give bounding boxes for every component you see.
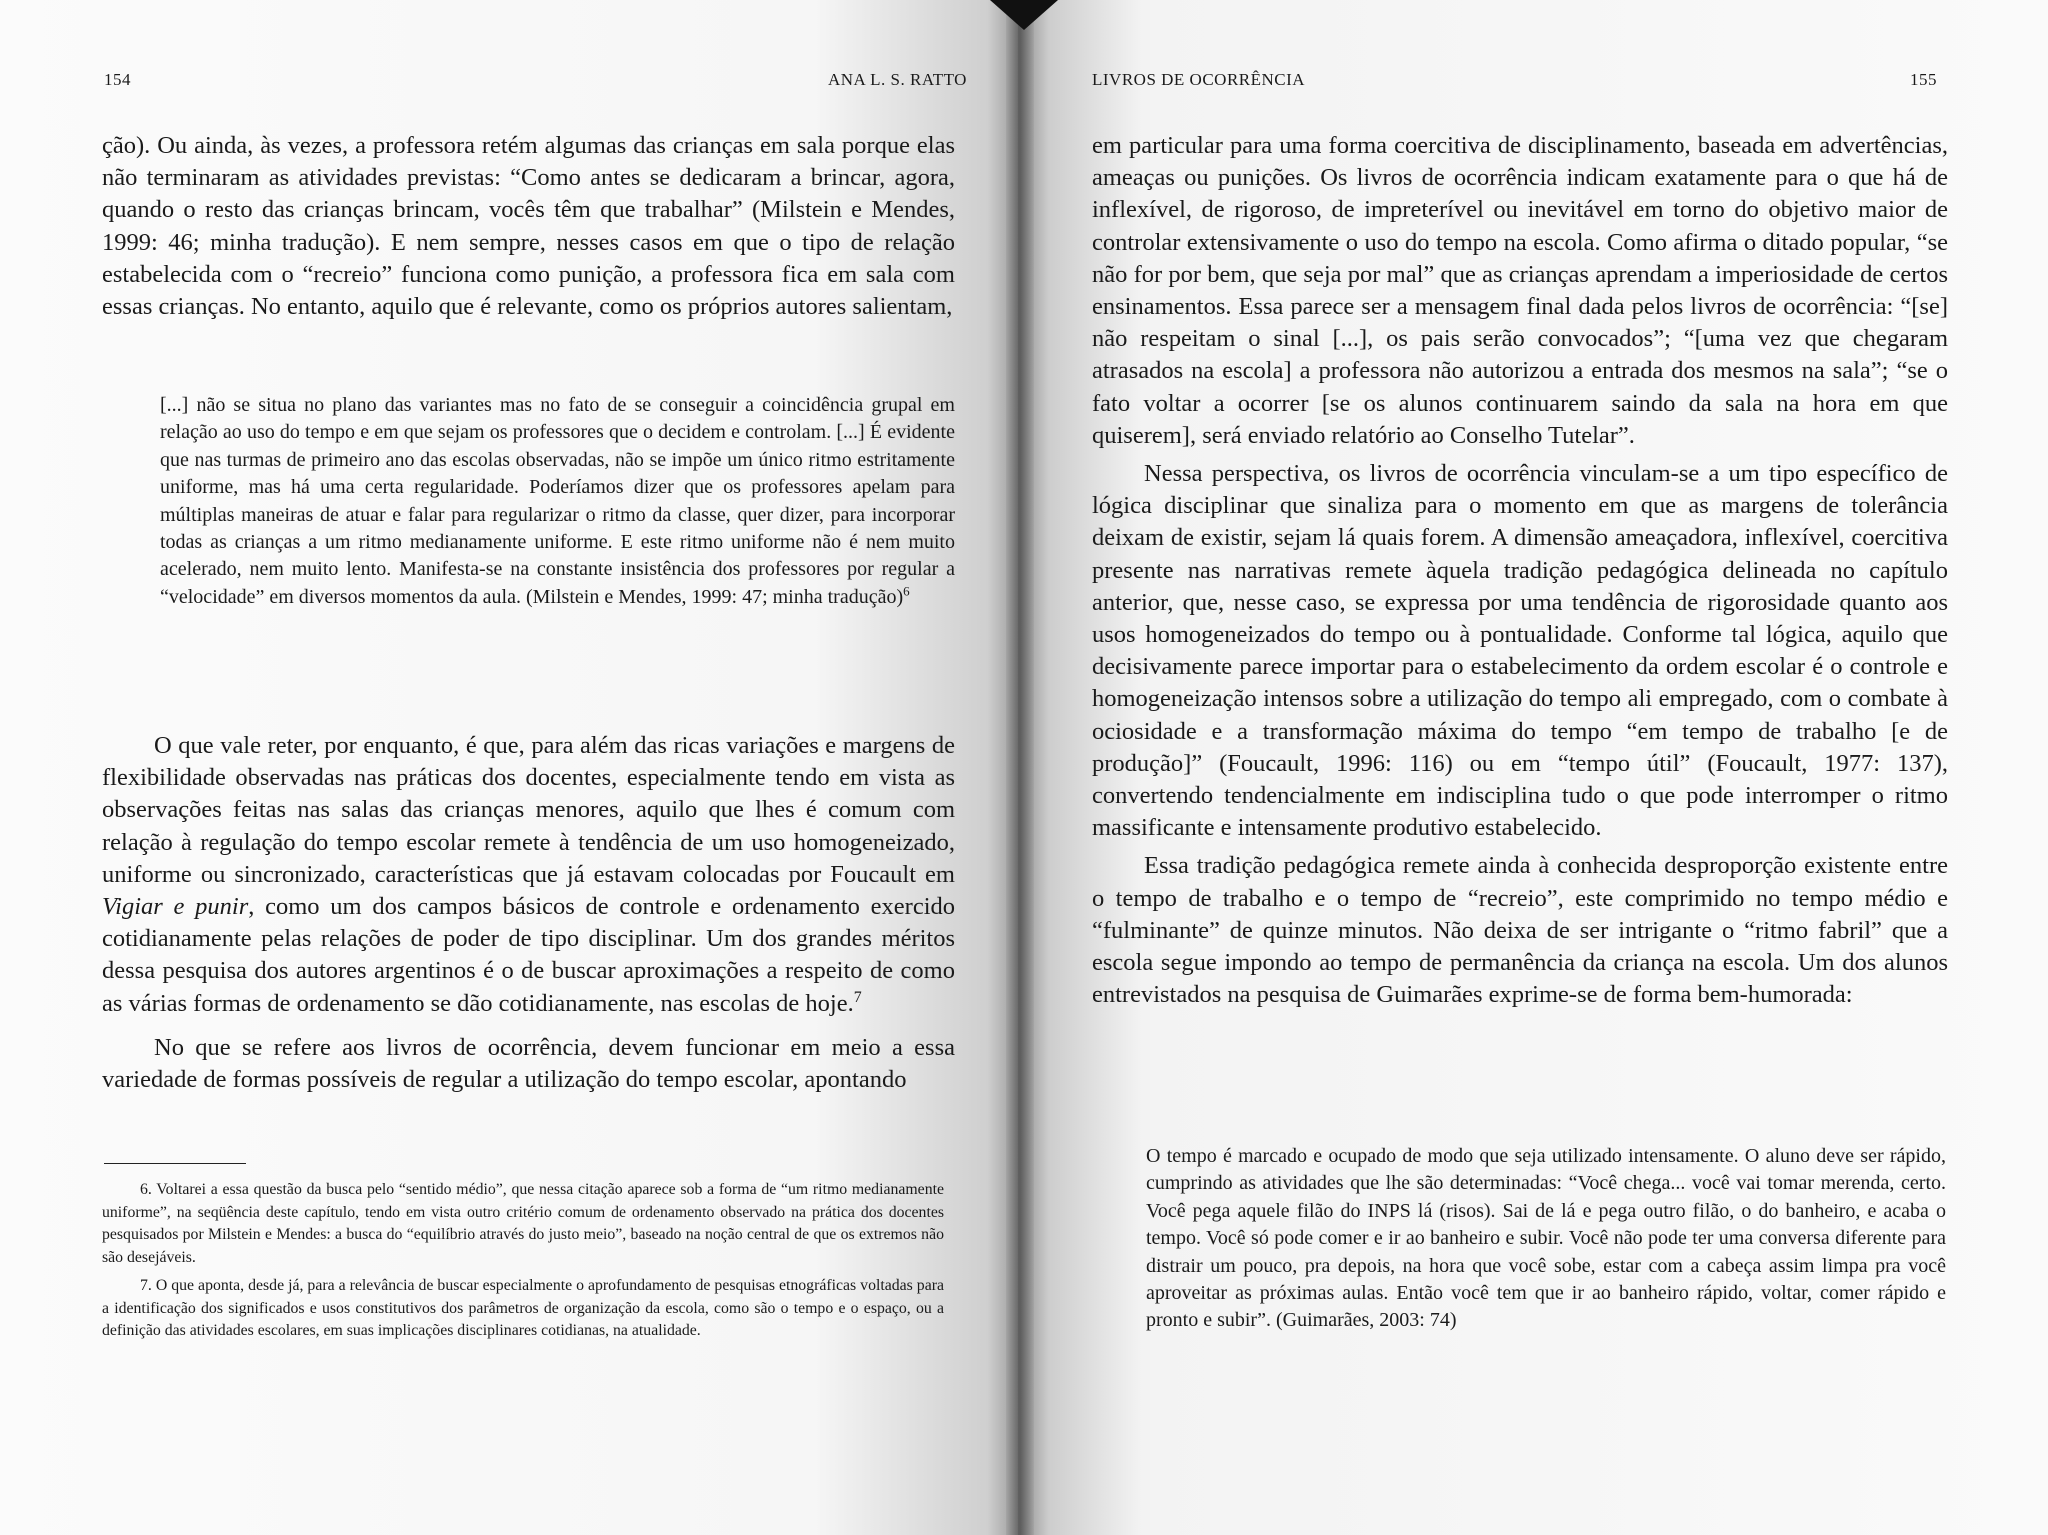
book-gutter bbox=[1006, 0, 1034, 1535]
right-page-number: 155 bbox=[1910, 70, 1937, 89]
paragraph-text: , como um dos campos básicos de controle e ordenamento exercido cotidianamente pelas relações de poder de tipo disciplinar. Um dos grandes méritos dessa pesquisa dos autores argentinos é o de buscar aproximações a respeito de como as várias formas de ordenamento se dão cotidianamente, nas escolas de hoje. bbox=[102, 893, 955, 1017]
footnote-6: 6. Voltarei a essa questão da busca pelo “sentido médio”, que nessa citação aparece sob a forma de “um ritmo medianamente uniforme”, na seqüência deste capítulo, tendo em vista outro critério comum de ordenamento observado na prática dos docentes pesquisados por Milstein e Mendes: a busca do “equilíbrio através do justo meio”, baseado na noção central de que os extremos não são desejáveis. bbox=[102, 1181, 944, 1266]
left-body-bottom bbox=[102, 730, 955, 1096]
paragraph-text: O que vale reter, por enquanto, é que, para além das ricas variações e margens de flexibilidade observadas nas práticas dos docentes, especialmente tendo em vista as observações feitas nas salas das crianças menores, aquilo que lhes é comum com relação à regulação do tempo escolar remete à tendência de um uso homogeneizado, uniforme ou sincronizado, características que já estavam colocadas por Foucault em bbox=[102, 732, 955, 888]
paragraph: Essa tradição pedagógica remete ainda à conhecida desproporção existente entre o tempo de trabalho e o tempo de “recreio”, este comprimido no tempo médio e “fulminante” de quinze minutos. Não deixa de ser intrigante o “ritmo fabril” que a escola segue impondo ao tempo de permanência da criança na escola. Um dos alunos entrevistados na pesquisa de Guimarães exprime-se de forma bem-humorada: bbox=[1092, 852, 1948, 1009]
book-title: Vigiar e punir bbox=[102, 893, 249, 921]
block-quote-body: [...] não se situa no plano das variantes mas no fato de se conseguir a coincidência grupal em relação ao uso do tempo e em que sejam os professores que o decidem e controlam. [...] É evidente que nas turmas de primeiro ano das escolas observadas, não se impõe um único ritmo estritamente uniforme, mas há uma certa regularidade. Poderíamos dizer que os professores apelam para múltiplas maneiras de atuar e falar para regularizar o ritmo da classe, quer dizer, para incorporar todas as crianças a um ritmo medianamente uniforme. E este ritmo uniforme não é nem muito acelerado, nem muito lento. Manifesta-se na constante insistência dos professores por regular a “velocidade” em diversos momentos da aula. (Milstein e Mendes, 1999: 47; minha tradução) bbox=[160, 394, 955, 608]
binding-notch bbox=[990, 0, 1058, 30]
left-block-quote bbox=[160, 392, 955, 611]
block-quote-text: O tempo é marcado e ocupado de modo que seja utilizado intensamente. O aluno deve ser rápido, cumprindo as atividades que lhe são determinadas: “Você chega... você vai tomar merenda, certo. Você pega aquele filão do INPS lá (risos). Sai de lá e pega outro filão, o do banheiro, e acaba o tempo. Você só pode comer e ir ao banheiro e subir. Você não pode ter uma conversa diferente para distrair um pouco, pra depois, na hora que você sobe, estar com a cabeça assim limpa pra você aproveitar as próximas aulas. Então você tem que ir ao banheiro rápido, voltar, comer rápido e pronto e subir”. (Guimarães, 2003: 74) bbox=[1146, 1145, 1946, 1332]
right-running-head: LIVROS DE OCORRÊNCIA bbox=[1092, 70, 1306, 89]
footnote-rule bbox=[104, 1163, 246, 1164]
right-block-quote bbox=[1146, 1143, 1946, 1335]
left-page bbox=[0, 0, 1018, 1535]
left-page-number: 154 bbox=[104, 70, 131, 89]
paragraph: ção). Ou ainda, às vezes, a professora retém algumas das crianças em sala porque elas não terminaram as atividades previstas: “Como antes se dedicaram a brincar, agora, quando o resto das crianças brincam, vocês têm que trabalhar” (Milstein e Mendes, 1999: 46; minha tradução). E nem sempre, nesses casos em que o tipo de relação estabelecida com o “recreio” funciona como punição, a professora fica em sala com essas crianças. No entanto, aquilo que é relevante, como os próprios autores salientam, bbox=[102, 132, 955, 321]
paragraph bbox=[102, 730, 955, 1020]
paragraph: No que se refere aos livros de ocorrência, devem funcionar em meio a essa variedade de formas possíveis de regular a utilização do tempo escolar, apontando bbox=[102, 1033, 955, 1094]
left-body-top bbox=[102, 130, 955, 323]
footnotes bbox=[102, 1179, 944, 1349]
footnote-marker: 7 bbox=[853, 988, 862, 1006]
paragraph: Nessa perspectiva, os livros de ocorrência vinculam-se a um tipo específico de lógica disciplinar que sinaliza para o momento em que as margens de tolerância deixam de existir, sejam lá quais forem. A dimensão ameaçadora, inflexível, coercitiva presente nas narrativas remete àquela tradição pedagógica delineada no capítulo anterior, que, nesse caso, se expressa por uma tendência de rigorosidade quanto aos usos homogeneizados do tempo ou à pontualidade. Conforme tal lógica, aquilo que decisivamente parece importar para o estabelecimento da ordem escolar é o controle e homogeneização intensos sobre a utilização do tempo ali empregado, com o combate à ociosidade e a transformação máxima do tempo “em tempo de trabalho [e de produção]” (Foucault, 1996: 116) ou em “tempo útil” (Foucault, 1977: 137), convertendo tendencialmente em indisciplina tudo o que pode interromper o ritmo massificante e intensamente produtivo estabelecido. bbox=[1092, 460, 1948, 842]
right-body bbox=[1092, 130, 1948, 1011]
right-page bbox=[1018, 0, 2048, 1535]
footnote-marker: 6 bbox=[903, 583, 910, 599]
block-quote-text bbox=[160, 392, 955, 611]
footnote-7: 7. O que aponta, desde já, para a relevância de buscar especialmente o aprofundamento de pesquisas etnográficas voltadas para a identificação dos significados e usos constitutivos dos parâmetros de organização da escola, como são o tempo e o espaço, ou a definição das atividades escolares, em suas implicações disciplinares cotidianas, na atualidade. bbox=[102, 1277, 944, 1339]
paragraph: em particular para uma forma coercitiva de disciplinamento, baseada em advertências, ameaças ou punições. Os livros de ocorrência indicam exatamente para o que há de inflexível, de rigoroso, de impreterível ou inevitável em torno do objetivo maior de controlar extensivamente o uso do tempo na escola. Como afirma o ditado popular, “se não for por bem, que seja por mal” que as crianças aprendam a imperiosidade de certos ensinamentos. Essa parece ser a mensagem final dada pelos livros de ocorrência: “[se] não respeitam o sinal [...], os pais serão convocados”; “[uma vez que chegaram atrasados na escola] a professora não autorizou a entrada dos mesmos na sala”; “se o fato voltar a ocorrer [se os alunos continuarem saindo da sala na hora em que quiserem], será enviado relatório ao Conselho Tutelar”. bbox=[1092, 132, 1948, 449]
left-running-head: ANA L. S. RATTO bbox=[828, 70, 967, 89]
